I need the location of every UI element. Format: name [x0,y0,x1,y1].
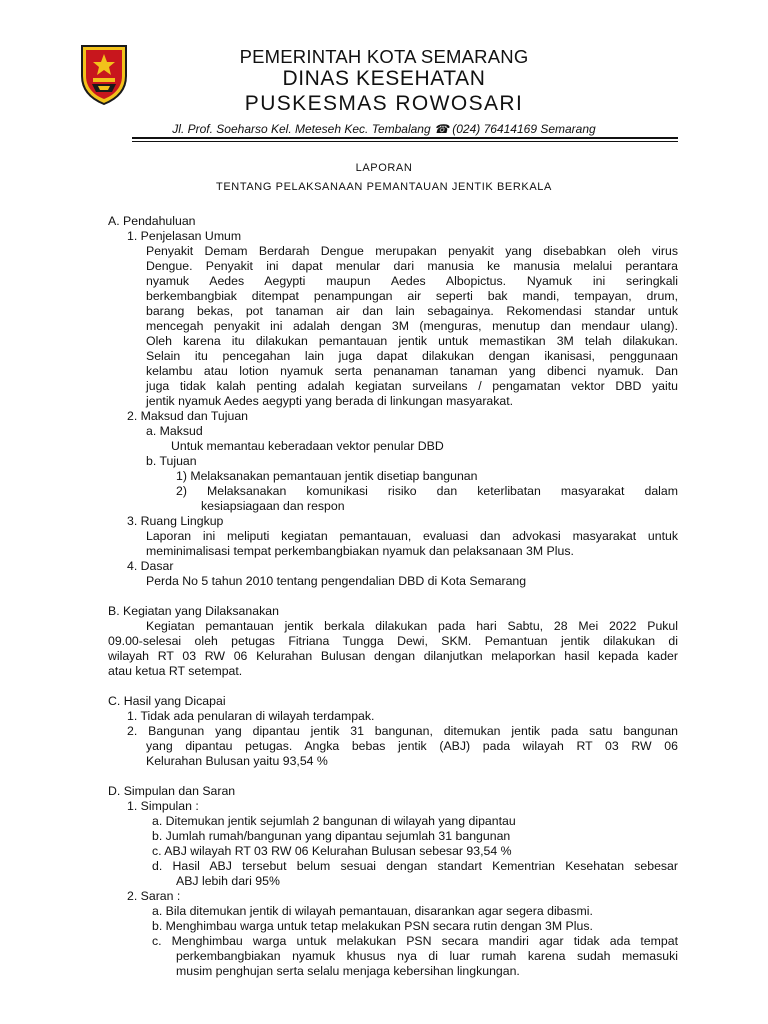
header-rule-thin [132,141,678,142]
section-d-heading: D. Simpulan dan Saran [108,784,236,798]
a3-heading: 3. Ruang Lingkup [127,514,224,528]
a3-line: meminimalisasi tempat perkembangbiakan nyamuk dan pelaksanaan 3M Plus. [146,544,574,558]
report-subtitle: TENTANG PELAKSANAAN PEMANTAUAN JENTIK BERKALA [216,181,552,193]
c-item-1: 1. Tidak ada penularan di wilayah terdampak. [127,709,375,723]
a2-heading: 2. Maksud dan Tujuan [127,409,248,423]
a2-maksud-text: Untuk memantau keberadaan vektor penular DBD [171,439,444,453]
b-line: atau ketua RT setempat. [108,664,243,678]
header-address: Jl. Prof. Soeharso Kel. Meteseh Kec. Tembalang ☎ (024) 76414169 Semarang [172,122,596,136]
d-saran-c-cont: musim penghujan serta selalu menjaga kebersihan lingkungan. [176,964,520,978]
d-saran-b: b. Menghimbau warga untuk tetap melakukan PSN secara rutin dengan 3M Plus. [152,919,593,933]
a1-line: barang bekas, pot tanaman air dan lain sebagainya. Rekomendasi standar untuk [146,304,678,318]
d-saran-heading: 2. Saran : [127,889,181,903]
a1-line: berkembangbiak ditempat penampungan air seperti bak mandi, tempayan, drum, [146,289,678,303]
d-simpulan-d-cont: ABJ lebih dari 95% [176,874,280,888]
a2-tujuan-2-cont: kesiapsiagaan dan respon [201,499,345,513]
a2-tujuan-label: b. Tujuan [146,454,197,468]
header-department: DINAS KESEHATAN [282,67,486,90]
a1-line: juga tidak kalah penting adalah kegiatan surveilans / pengamatan vektor DBD yaitu [146,379,678,393]
a1-line [146,259,678,274]
b-line: Kegiatan pemantauan jentik berkala dilakukan pada hari Sabtu, 28 Mei 2022 Pukul [146,619,678,633]
a3-line: Laporan ini meliputi kegiatan pemantauan, evaluasi dan advokasi masyarakat untuk [146,529,678,543]
report-title: LAPORAN [355,162,413,174]
a2-tujuan-1: 1) Melaksanakan pemantauan jentik disetiap bangunan [176,469,478,483]
section-c-heading: C. Hasil yang Dicapai [108,694,226,708]
a2-maksud-label: a. Maksud [146,424,203,438]
a1-line: Penyakit Demam Berdarah Dengue merupakan penyakit yang disebabkan oleh virus [146,244,678,258]
c-item-2-cont: yang dipantau petugas. Angka bebas jentik (ABJ) pada wilayah RT 03 RW 06 [146,739,678,753]
a1-line: jentik nyamuk Aedes aegypti yang berada di linkungan masyarakat. [146,394,514,408]
d-saran-c-cont: perkembangbiakan nyamuk khusus nya di luar rumah karena sudah memasuki [176,949,678,963]
a4-text: Perda No 5 tahun 2010 tentang pengendalian DBD di Kota Semarang [146,574,527,588]
a1-line: kelambu atau lotion nyamuk serta penanaman tanaman yang dibenci nyamuk. Dan [146,364,678,378]
d-simpulan-b: b. Jumlah rumah/bangunan yang dipantau sejumlah 31 bangunan [152,829,511,843]
d-saran-a: a. Bila ditemukan jentik di wilayah pemantauan, disarankan agar segera dibasmi. [152,904,593,918]
d-simpulan-c: c. ABJ wilayah RT 03 RW 06 Kelurahan Bulusan sebesar 93,54 % [152,844,512,858]
header-puskesmas: PUSKESMAS ROWOSARI [244,92,524,115]
d-simpulan-a: a. Ditemukan jentik sejumlah 2 bangunan di wilayah yang dipantau [152,814,516,828]
d-simpulan-heading: 1. Simpulan : [127,799,199,813]
b-line: 09.00-selesai oleh petugas Fitriana Tungga Dewi, SKM. Pemantuan jentik dilakukan di [108,634,678,648]
d-saran-c: c. Menghimbau warga untuk melakukan PSN secara mandiri agar tidak ada tempat [152,934,678,948]
c-item-2: 2. Bangunan yang dipantau jentik 31 bangunan, ditemukan jentik pada satu bangunan [127,724,678,738]
c-item-2-cont: Kelurahan Bulusan yaitu 93,54 % [146,754,328,768]
header-government: PEMERINTAH KOTA SEMARANG [239,46,529,67]
header-rule-thick [132,137,678,139]
section-a-heading: A. Pendahuluan [108,214,196,228]
b-line: wilayah RT 03 RW 06 Kelurahan Bulusan dengan dilanjutkan melaporkan hasil kepada kader [108,649,678,663]
section-b-heading: B. Kegiatan yang Dilaksanakan [108,604,279,618]
a1-line: Selain itu pencegahan lain juga dapat dilakukan dengan ikanisasi, penggunaan [146,349,678,363]
a1-line: nyamuk Aedes Aegypti maupun Aedes Albopictus. Nyamuk ini seringkali [146,274,678,288]
a1-line: mencegah penyakit ini adalah dengan 3M (menguras, menutup dan mendaur ulang). [146,319,678,333]
d-simpulan-d: d. Hasil ABJ tersebut belum sesuai dengan standart Kementrian Kesehatan sebesar [152,859,678,873]
a4-heading: 4. Dasar [127,559,174,573]
a1-line-text: Dengue. Penyakit ini dapat menular dari manusia ke manusia melalui perantara [146,259,678,273]
a1-heading: 1. Penjelasan Umum [127,229,242,243]
a1-line: Oleh karena itu dilakukan pemantauan jentik untuk memastikan 3M telah dilakukan. [146,334,678,348]
a2-tujuan-2: 2) Melaksanakan komunikasi risiko dan keterlibatan masyarakat dalam [176,484,678,498]
